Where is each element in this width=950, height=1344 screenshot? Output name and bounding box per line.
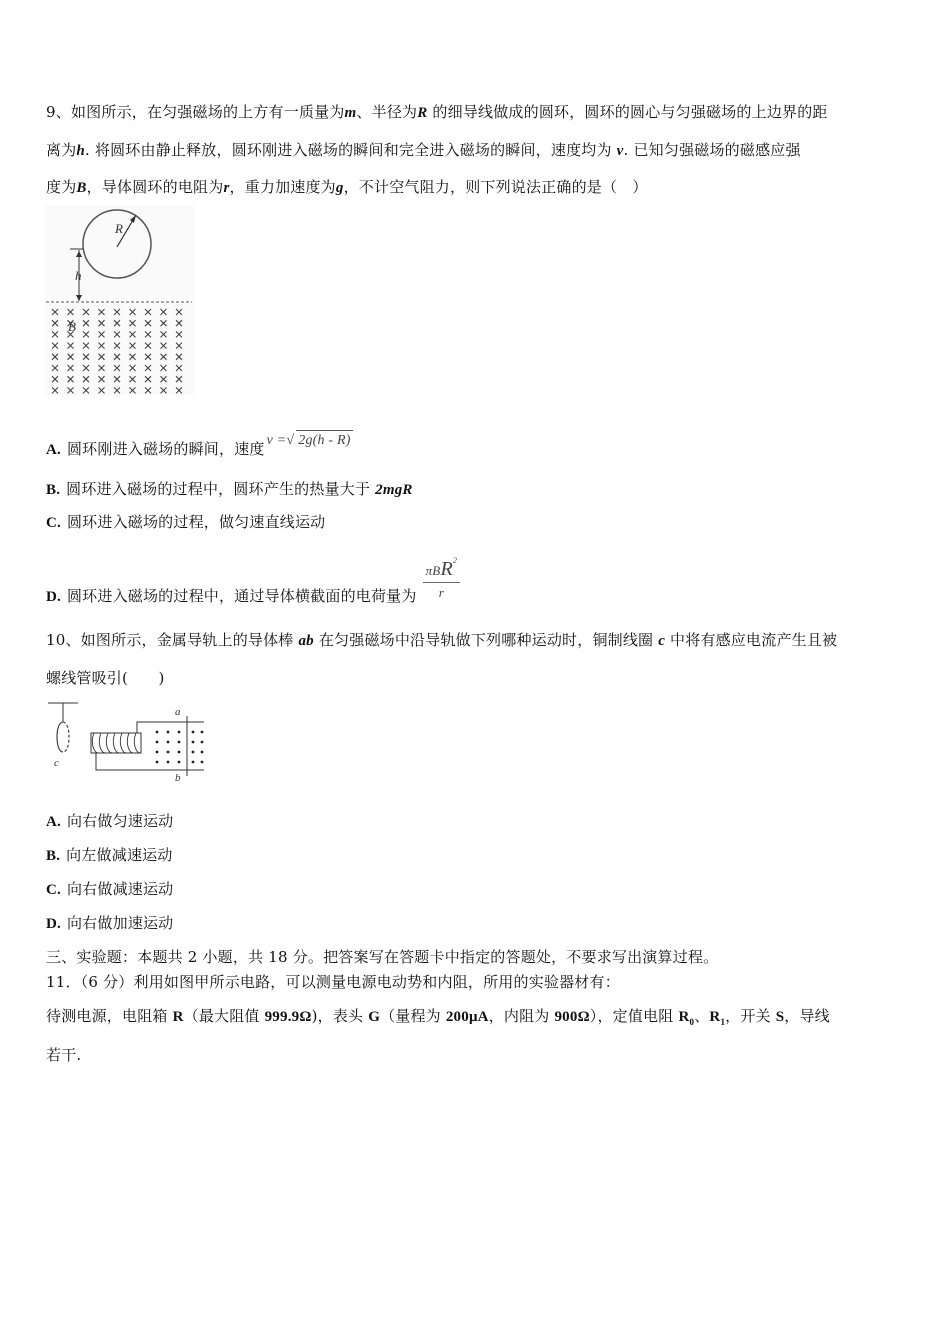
variable-ab: ab [298, 633, 314, 649]
q9-stem-line1 [46, 102, 828, 123]
text: 的细导线做成的圆环，圆环的圆心与匀强磁场的上边界的距 [427, 103, 828, 121]
q11-stem-line1 [46, 972, 620, 992]
velocity-formula: v =√ 2g(h - R) [267, 430, 353, 451]
option-emphasis: 2mgR [375, 482, 413, 498]
q9-option-d[interactable] [46, 556, 460, 620]
variable-v: v [616, 143, 624, 159]
q9-ring-magnetic-field-figure [44, 205, 194, 395]
text: ，不计空气阻力，则下列说法正确的是（ ） [343, 178, 648, 196]
option-text: 圆环进入磁场的过程，做匀速直线运动 [66, 513, 326, 531]
option-label: D. [46, 589, 61, 605]
num-exponent: 2 [452, 556, 458, 565]
q10-option-a[interactable] [46, 811, 173, 832]
option-label: C. [46, 882, 61, 898]
q9-stem-line2 [46, 140, 801, 161]
max-resistance-value: 999.9Ω [264, 1009, 312, 1025]
num-part: πB [425, 563, 441, 578]
option-text: 向右做匀速运动 [66, 812, 174, 830]
option-text: 向左做减速运动 [66, 846, 173, 864]
q11-stem-line3 [46, 1045, 81, 1065]
formula-radicand: 2g(h - R) [296, 430, 352, 451]
text: 、半径为 [356, 103, 418, 121]
option-label: A. [46, 442, 61, 458]
variable-B: B [76, 180, 87, 196]
text: 螺线管吸引( ) [46, 669, 165, 687]
option-label: D. [46, 916, 61, 932]
option-text: 圆环进入磁场的过程中，通过导体横截面的电荷量为 [66, 587, 417, 605]
text: （最大阻值 [183, 1007, 265, 1025]
q9-option-b[interactable] [46, 479, 413, 500]
text: 11．（6 分）利用如图甲所示电路，可以测量电源电动势和内阻，所用的实验器材有： [46, 973, 620, 991]
text: 中将有感应电流产生且被 [665, 631, 838, 649]
fraction-numerator [423, 556, 460, 583]
variable-R: R [417, 105, 428, 121]
text: . 将圆环由静止释放，圆环刚进入磁场的瞬间和完全进入磁场的瞬间，速度均为 [84, 141, 617, 159]
q10-option-b[interactable] [46, 845, 173, 866]
q10-stem-line1 [46, 630, 837, 651]
variable-m: m [344, 105, 357, 121]
q10-option-d[interactable] [46, 913, 173, 934]
q10-stem-line2 [46, 668, 165, 688]
q9-option-c[interactable] [46, 512, 325, 533]
fraction-denominator: r [438, 585, 444, 600]
text: 、 [694, 1007, 710, 1025]
svg-text:B: B [68, 319, 76, 334]
text: ，导体圆环的电阻为 [86, 178, 224, 196]
section-heading-text: 三、实验题：本题共 2 小题，共 18 分。把答案写在答题卡中指定的答题处，不要求写出演算过程。 [46, 948, 719, 966]
switch-S: S [775, 1009, 785, 1025]
ring-over-field-diagram [44, 205, 194, 395]
charge-formula-fraction [423, 556, 460, 601]
text: ，内阻为 [488, 1007, 555, 1025]
subscript: 1 [720, 1017, 726, 1027]
magnetic-field-out-of-page-dots [156, 731, 204, 764]
option-text: 圆环刚进入磁场的瞬间，速度 [66, 440, 265, 458]
text: 10、如图所示，金属导轨上的导体棒 [46, 631, 299, 649]
svg-text:h: h [75, 268, 82, 283]
text: . 已知匀强磁场的磁感应强 [623, 141, 801, 159]
option-label: B. [46, 482, 61, 498]
variable-c: c [658, 633, 666, 649]
text: 待测电源，电阻箱 [46, 1007, 173, 1025]
q9-option-a[interactable] [46, 430, 353, 460]
svg-text:R: R [115, 221, 123, 236]
resistance-box-R: R [172, 1009, 184, 1025]
variable-g: g [335, 180, 344, 196]
formula-lhs: v = [266, 433, 287, 448]
svg-text:c: c [54, 757, 59, 769]
subscript: 0 [689, 1017, 695, 1027]
resistor-R0: R [678, 1009, 690, 1025]
text: ，导线 [784, 1007, 830, 1025]
q10-solenoid-rail-figure [44, 700, 214, 782]
text: 若干. [46, 1046, 82, 1064]
text: )，表头 [311, 1007, 369, 1025]
text: 在匀强磁场中沿导轨做下列哪种运动时，铜制线圈 [313, 631, 659, 649]
text: 度为 [46, 178, 77, 196]
svg-text:a: a [175, 706, 181, 718]
variable-r: r [223, 180, 230, 196]
option-label: A. [46, 814, 61, 830]
internal-resistance-value: 900Ω [554, 1009, 590, 1025]
option-text: 向右做减速运动 [66, 880, 174, 898]
variable-h: h [76, 143, 85, 159]
option-text: 向右做加速运动 [66, 914, 174, 932]
text: ，开关 [725, 1007, 776, 1025]
meter-range-value: 200μA [445, 1009, 489, 1025]
svg-text:b: b [175, 772, 181, 782]
q9-stem-line3 [46, 177, 648, 198]
meter-G: G [368, 1009, 381, 1025]
resistor-R1: R [709, 1009, 721, 1025]
q10-option-c[interactable] [46, 879, 173, 900]
q11-stem-line2 [46, 1006, 830, 1032]
text: 9、如图所示，在匀强磁场的上方有一质量为 [46, 103, 345, 121]
section-3-heading [46, 947, 718, 967]
text: 离为 [46, 141, 77, 159]
option-label: B. [46, 848, 61, 864]
num-R: R [440, 558, 453, 580]
solenoid-rail-diagram [44, 700, 214, 782]
text: ），定值电阻 [589, 1007, 679, 1025]
option-label: C. [46, 515, 61, 531]
text: （量程为 [380, 1007, 446, 1025]
option-text: 圆环进入磁场的过程中，圆环产生的热量大于 [66, 480, 376, 498]
text: ，重力加速度为 [229, 178, 336, 196]
